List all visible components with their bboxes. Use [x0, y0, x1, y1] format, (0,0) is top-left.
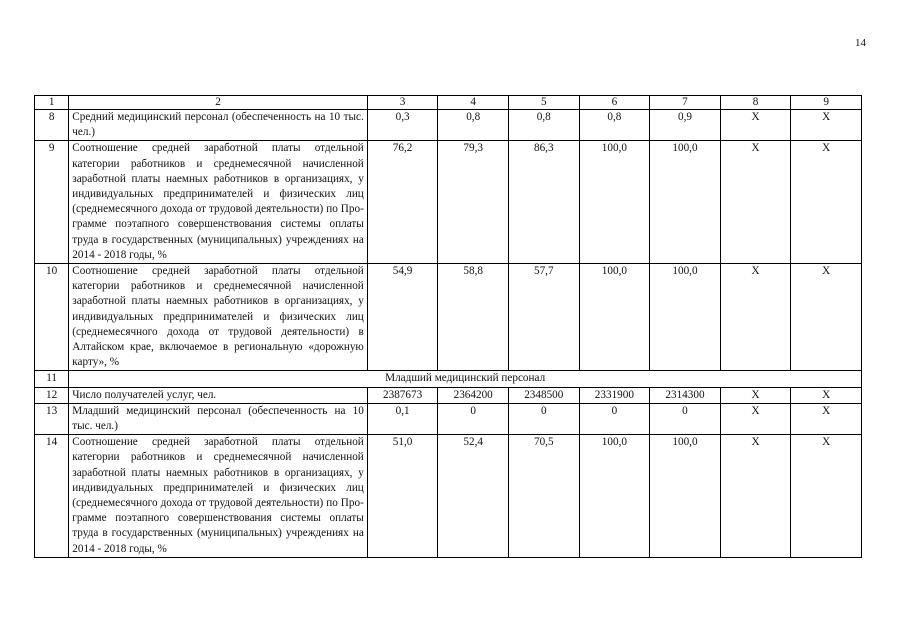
- value-cell: 0: [438, 403, 509, 434]
- value-cell: 100,0: [579, 264, 650, 371]
- row-number: 11: [35, 371, 69, 387]
- value-cell: X: [720, 264, 791, 371]
- value-cell: 0,1: [367, 403, 438, 434]
- table-row: [35, 264, 862, 371]
- value-cell: 2387673: [367, 387, 438, 403]
- header-cell: 4: [438, 96, 509, 110]
- value-cell: 57,7: [508, 264, 579, 371]
- value-cell: 100,0: [650, 141, 721, 264]
- header-cell: 5: [508, 96, 579, 110]
- value-cell: 2364200: [438, 387, 509, 403]
- value-cell: 2314300: [650, 387, 721, 403]
- value-cell: X: [791, 141, 862, 264]
- value-cell: 0,3: [367, 110, 438, 141]
- row-description: Соотношение средней заработной платы отдельной категории работников и среднемесячной начисленной заработной платы наемных работников в организациях, у индивидуальных предпринимателей и физических лиц (среднемесячного дохода от трудовой деятельности) по Программе поэтапного совершенствования системы оплаты труда в государственных (муниципальных) учреждениях на 2014 - 2018 годы, %: [69, 435, 368, 558]
- value-cell: 70,5: [508, 435, 579, 558]
- row-description: Соотношение средней заработной платы отдельной категории работников и среднемесячной начисленной заработной платы наемных работников в организациях, у индивидуальных предпринимателей и физических лиц (среднемесячного дохода от трудовой деятельности) по Программе поэтапного совершенствования системы оплаты труда в государственных (муниципальных) учреждениях на 2014 - 2018 годы, %: [69, 141, 368, 264]
- value-cell: 2348500: [508, 387, 579, 403]
- indicator-table: [34, 95, 862, 558]
- row-number: 10: [35, 264, 69, 371]
- value-cell: 52,4: [438, 435, 509, 558]
- value-cell: X: [720, 141, 791, 264]
- header-cell: 1: [35, 96, 69, 110]
- table-row: [35, 110, 862, 141]
- row-number: 8: [35, 110, 69, 141]
- row-description: Младший медицинский персонал (обеспеченность на 10 тыс. чел.): [69, 403, 368, 434]
- value-cell: 0: [508, 403, 579, 434]
- value-cell: 100,0: [579, 141, 650, 264]
- table-row: [35, 435, 862, 558]
- row-number: 14: [35, 435, 69, 558]
- value-cell: 0,8: [508, 110, 579, 141]
- value-cell: 58,8: [438, 264, 509, 371]
- value-cell: 79,3: [438, 141, 509, 264]
- value-cell: 54,9: [367, 264, 438, 371]
- row-number: 12: [35, 387, 69, 403]
- table-row: [35, 403, 862, 434]
- value-cell: X: [791, 403, 862, 434]
- header-cell: 3: [367, 96, 438, 110]
- header-cell: 8: [720, 96, 791, 110]
- value-cell: X: [720, 403, 791, 434]
- value-cell: 0,8: [438, 110, 509, 141]
- value-cell: 0,9: [650, 110, 721, 141]
- value-cell: 0,8: [579, 110, 650, 141]
- value-cell: 0: [579, 403, 650, 434]
- value-cell: 100,0: [650, 264, 721, 371]
- section-row: [35, 371, 862, 387]
- row-number: 13: [35, 403, 69, 434]
- row-number: 9: [35, 141, 69, 264]
- value-cell: 76,2: [367, 141, 438, 264]
- value-cell: X: [791, 264, 862, 371]
- value-cell: X: [720, 435, 791, 558]
- value-cell: 100,0: [579, 435, 650, 558]
- section-title: Младший медицинский персонал: [69, 371, 862, 387]
- header-row: [35, 96, 862, 110]
- header-cell: 9: [791, 96, 862, 110]
- value-cell: X: [720, 110, 791, 141]
- value-cell: 86,3: [508, 141, 579, 264]
- row-description: Соотношение средней заработной платы отдельной категории работников и среднемесячной начисленной заработной платы наемных работников в организациях, у индивидуальных предпринимателей и физических лиц (среднемесячного дохода от трудовой деятельности) в Алтайском крае, включаемое в региональную «дорожную карту», %: [69, 264, 368, 371]
- value-cell: 100,0: [650, 435, 721, 558]
- table-row: [35, 387, 862, 403]
- table-row: [35, 141, 862, 264]
- value-cell: 51,0: [367, 435, 438, 558]
- header-cell: 7: [650, 96, 721, 110]
- value-cell: X: [791, 110, 862, 141]
- header-cell: 6: [579, 96, 650, 110]
- value-cell: 2331900: [579, 387, 650, 403]
- value-cell: X: [720, 387, 791, 403]
- header-cell: 2: [69, 96, 368, 110]
- value-cell: X: [791, 435, 862, 558]
- value-cell: 0: [650, 403, 721, 434]
- row-description: Число получателей услуг, чел.: [69, 387, 368, 403]
- value-cell: X: [791, 387, 862, 403]
- page-number: 14: [855, 37, 866, 49]
- row-description: Средний медицинский персонал (обеспеченность на 10 тыс. чел.): [69, 110, 368, 141]
